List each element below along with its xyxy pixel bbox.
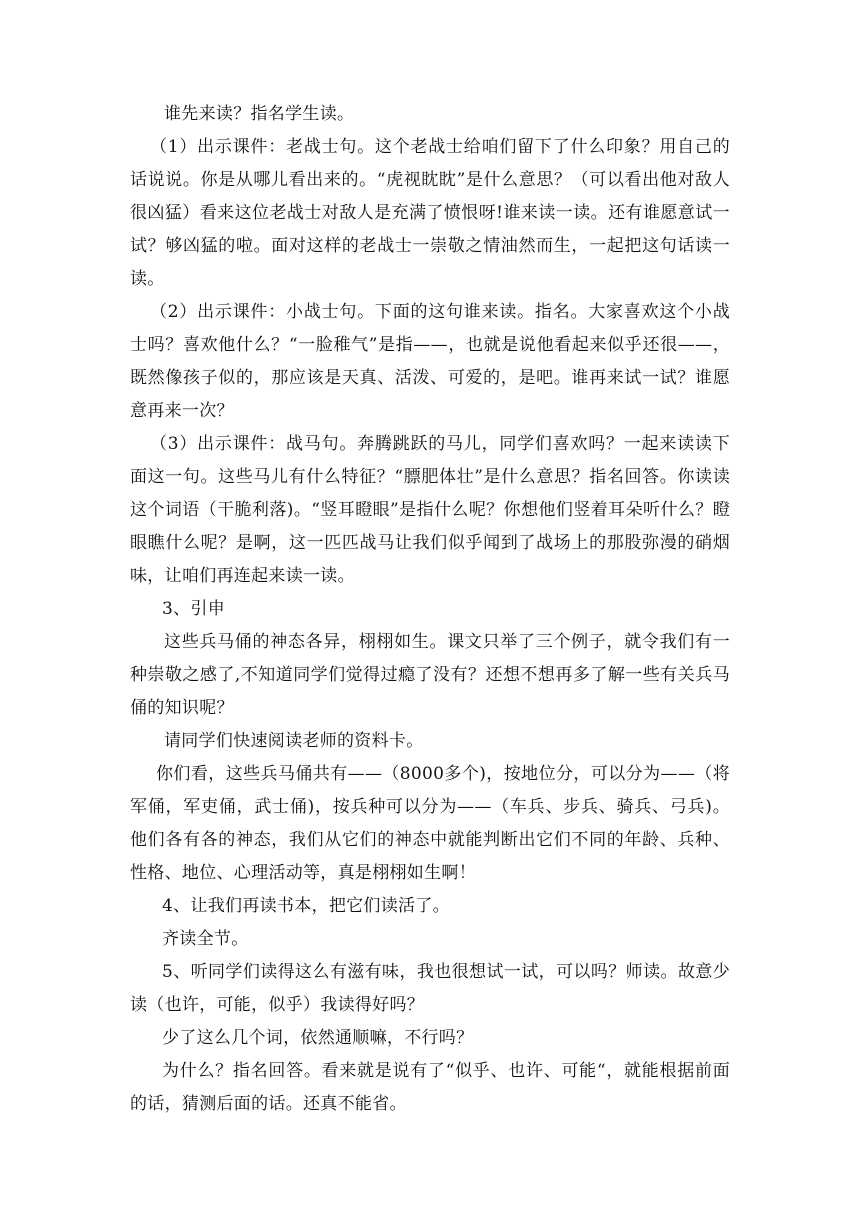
- text-column: [130, 98, 730, 1121]
- paragraph-terracotta-facts: 你们看，这些兵马俑共有——（8000多个)，按地位分，可以分为——（将军俑，军吏俑，武士俑)，按兵种可以分为——（车兵、步兵、骑兵、弓兵)。他们各有各的神态，我们从它们的神态中就能判断出它们不同的年龄、兵种、性格、地位、心理活动等，真是栩栩如生啊！: [130, 764, 730, 883]
- section-heading-extension: 3、引申: [162, 599, 226, 619]
- paragraph-terracotta-lifelike: 这些兵马俑的神态各异，栩栩如生。课文只举了三个例子，就令我们有一种崇敬之感了,不知道同学们觉得过瘾了没有？还想不想再多了解一些有关兵马俑的知识呢？: [130, 632, 730, 718]
- paragraph-war-horse: （3）出示课件：战马句。奔腾跳跃的马儿，同学们喜欢吗？一起来读读下面这一句。这些马儿有什么特征？“膘肥体壮”是什么意思？指名回答。你读读这个词语（干脆利落)。“竖耳瞪眼”是指什么呢？你想他们竖着耳朵听什么？瞪眼瞧什么呢？是啊，这一匹匹战马让我们似乎闻到了战场上的那股弥漫的硝烟味，让咱们再连起来读一读。: [130, 434, 730, 586]
- paragraph-who-reads-first: 谁先来读？指名学生读。: [164, 104, 355, 124]
- paragraph-missing-words: 少了这么几个词，依然通顺嘛，不行吗？: [162, 1028, 474, 1048]
- paragraph-read-together: 齐读全节。: [162, 929, 249, 949]
- paragraph-why-answer: 为什么？指名回答。看来就是说有了“似乎、也许、可能“，就能根据前面的话，猜测后面的话。还真不能省。: [130, 1061, 730, 1114]
- paragraph-reading-card: 请同学们快速阅读老师的资料卡。: [164, 731, 424, 751]
- paragraph-old-soldier: （1）出示课件：老战士句。这个老战士给咱们留下了什么印象？用自己的话说说。你是从哪儿看出来的。“虎视眈眈”是什么意思？（可以看出他对敌人很凶猛）看来这位老战士对敌人是充满了愤恨呀!谁来读一读。还有谁愿意试一试？够凶猛的啦。面对这样的老战士一崇敬之情油然而生，一起把这句话读一读。: [130, 137, 730, 289]
- paragraph-teacher-reads: 5、听同学们读得这么有滋有味，我也很想试一试，可以吗？师读。故意少读（也许，可能，似乎）我读得好吗？: [130, 962, 730, 1015]
- paragraph-young-soldier: （2）出示课件：小战士句。下面的这句谁来读。指名。大家喜欢这个小战士吗？喜欢他什么？“一脸稚气”是指——，也就是说他看起来似乎还很——，既然像孩子似的，那应该是天真、活泼、可爱的，是吧。谁再来试一试？谁愿意再来一次？: [130, 302, 730, 421]
- section-heading-reread: 4、让我们再读书本，把它们读活了。: [162, 896, 450, 916]
